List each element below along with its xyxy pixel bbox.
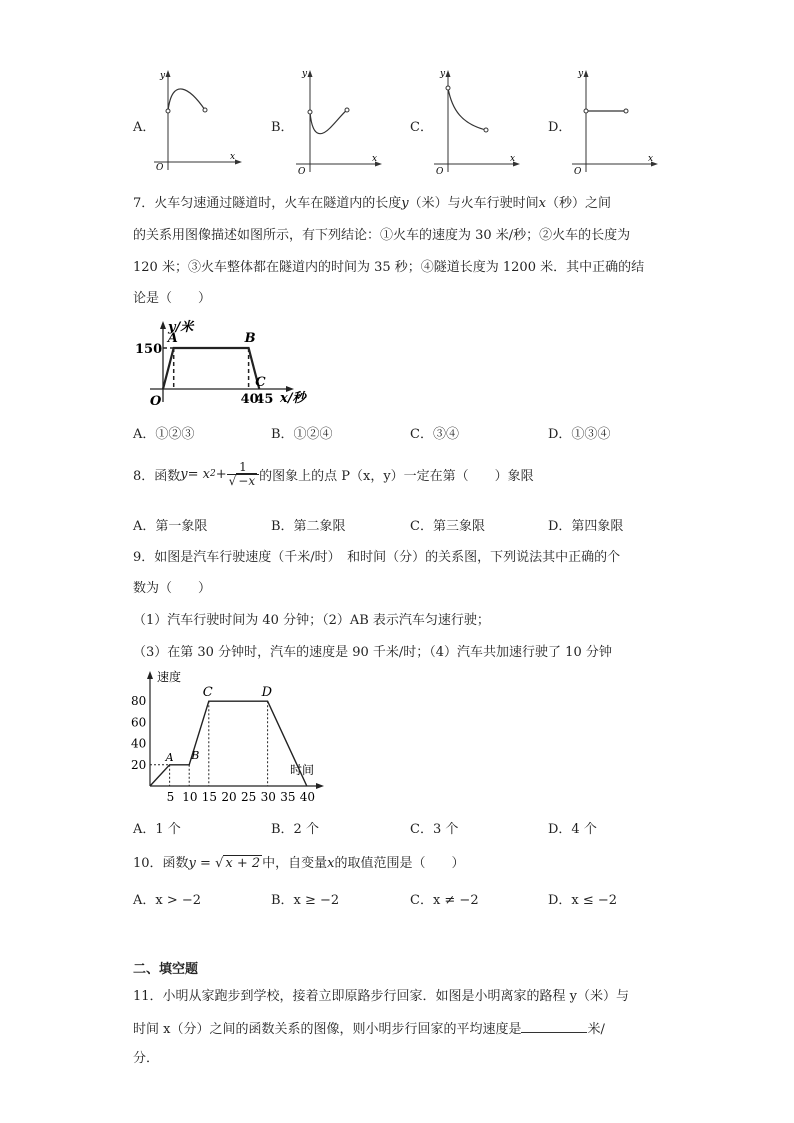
q7-point-label-o: O <box>150 394 162 408</box>
q9-xtick-40: 40 <box>299 790 316 804</box>
q6d-y-label: y <box>578 69 584 79</box>
q7-stem-line1: 7．火车匀速通过隧道时，火车在隧道内的长度y（米）与火车行驶时间x（秒）之间 <box>133 196 612 211</box>
q7-chart <box>130 316 310 408</box>
q6-graph-d <box>566 64 661 176</box>
q9-point-label-b: B <box>191 748 200 762</box>
q6c-y-label: y <box>440 69 446 79</box>
q6-graph-b <box>290 64 385 176</box>
q7-stem-line4: 论是（ ） <box>133 291 212 306</box>
q9-xtick-15: 15 <box>201 790 218 804</box>
q8-func-y: y <box>180 466 188 482</box>
q9-xtick-20: 20 <box>221 790 237 804</box>
q8-stem: 8．函数 y = x 2 + $\frac{1}{√ -x}$ 的图象上的点 P（x，y）一定在第（ ）象限 <box>133 459 534 488</box>
q8-fraction: $\frac{1}{√ -x}$ <box>227 461 259 488</box>
q9-ytick-80: 80 <box>131 694 147 709</box>
q7-option-a[interactable]: A．①②③ <box>133 427 195 442</box>
q7-stem-line2: 的关系用图像描述如图所示，有下列结论：①火车的速度为 30 米/秒；②火车的长度为 <box>133 228 631 243</box>
q7-stem-line3: 120 米；③火车整体都在隧道内的时间为 35 秒；④隧道长度为 1200 米．其中正确的结 <box>133 260 645 275</box>
q10-option-a[interactable]: A．x > −2 <box>133 893 202 908</box>
q7-option-d[interactable]: D．①③④ <box>548 427 611 442</box>
q9-stem-line4: （3）在第 30 分钟时，汽车的速度是 90 千米/时；（4）汽车共加速行驶了 10 分钟 <box>133 645 612 660</box>
q9-option-b[interactable]: B．2 个 <box>271 822 319 837</box>
q7-point-label-c: C <box>255 375 266 390</box>
q7-point-label-b: B <box>244 331 256 347</box>
q10-radicand: x + 2 <box>225 856 261 871</box>
q7-ytick-150: 150 <box>135 342 163 358</box>
q9-xtick-35: 35 <box>280 790 296 804</box>
q6c-x-label: x <box>510 154 516 164</box>
q9-series-line <box>150 701 307 786</box>
q6-option-a-label[interactable]: A． <box>133 120 156 135</box>
q6d-origin: O <box>574 167 582 176</box>
q6a-y-label: y <box>160 71 166 81</box>
q9-xtick-10: 10 <box>182 790 198 804</box>
q7-xlabel: x/秒 <box>280 391 306 406</box>
q11-stem-line2: 时间 x（分）之间的函数关系的图像，则小明步行回家的平均速度是 米/ <box>133 1022 605 1037</box>
q6d-x-label: x <box>648 154 654 164</box>
q9-option-c[interactable]: C．3 个 <box>410 822 459 837</box>
q9-xlabel: 时间 <box>290 763 315 777</box>
q9-point-label-c: C <box>202 685 213 701</box>
q9-stem-line2: 数为（ ） <box>133 581 212 596</box>
q9-chart <box>130 666 330 806</box>
q8-option-a[interactable]: A．第一象限 <box>133 519 208 534</box>
q11-stem-line3: 分． <box>133 1051 160 1066</box>
q6-graph-c <box>428 64 523 176</box>
q9-option-d[interactable]: D．4 个 <box>548 822 597 837</box>
q6b-x-label: x <box>372 154 378 164</box>
q9-xtick-30: 30 <box>260 790 276 804</box>
q6b-y-label: y <box>302 69 308 79</box>
q9-ytick-20: 20 <box>131 757 147 772</box>
q10-option-b[interactable]: B．x ≥ −2 <box>271 893 340 908</box>
q11-answer-blank[interactable] <box>521 1020 587 1033</box>
q6c-origin: O <box>436 167 444 176</box>
section-title-fill-in: 二、填空题 <box>133 962 199 977</box>
q9-point-label-a: A <box>165 750 174 764</box>
q6a-x-label: x <box>230 152 236 162</box>
q9-xtick-25: 25 <box>241 790 257 804</box>
q7-option-c[interactable]: C．③④ <box>410 427 459 442</box>
q7-point-label-a: A <box>167 331 178 347</box>
q6a-origin: O <box>156 163 164 173</box>
q9-xtick-5: 5 <box>166 790 175 804</box>
q6-option-c-label[interactable]: C． <box>410 120 433 135</box>
q8-option-d[interactable]: D．第四象限 <box>548 519 624 534</box>
q9-ytick-40: 40 <box>131 736 147 751</box>
q6-option-b-label[interactable]: B． <box>271 120 294 135</box>
q10-option-d[interactable]: D．x ≤ −2 <box>548 893 618 908</box>
q9-stem-line3: （1）汽车行驶时间为 40 分钟；（2）AB 表示汽车匀速行驶； <box>133 613 490 628</box>
q10-stem: 10．函数y = √ x + 2 中，自变量x的取值范围是（ ） <box>133 856 465 871</box>
q9-point-label-d: D <box>261 685 273 701</box>
q7-xtick-40: 40 <box>240 392 259 407</box>
q9-option-a[interactable]: A．1 个 <box>133 822 181 837</box>
q7-series-line <box>163 348 259 389</box>
q9-ylabel: 速度 <box>157 670 182 684</box>
q8-option-b[interactable]: B．第二象限 <box>271 519 346 534</box>
q7-ylabel: y/米 <box>168 320 194 335</box>
q7-xtick-45: 45 <box>255 392 274 407</box>
q6b-origin: O <box>298 167 306 176</box>
q9-stem-line1: 9．如图是汽车行驶速度（千米/时） 和时间（分）的关系图，下列说法其中正确的个 <box>133 550 621 565</box>
q10-option-c[interactable]: C．x ≠ −2 <box>410 893 479 908</box>
q11-stem-line1: 11．小明从家跑步到学校，接着立即原路步行回家．如图是小明离家的路程 y（米）与 <box>133 989 630 1004</box>
q9-ytick-60: 60 <box>131 715 147 730</box>
q6-graph-a <box>150 66 245 174</box>
q7-option-b[interactable]: B．①②④ <box>271 427 333 442</box>
q8-option-c[interactable]: C．第三象限 <box>410 519 485 534</box>
q6-option-d-label[interactable]: D． <box>548 120 572 135</box>
